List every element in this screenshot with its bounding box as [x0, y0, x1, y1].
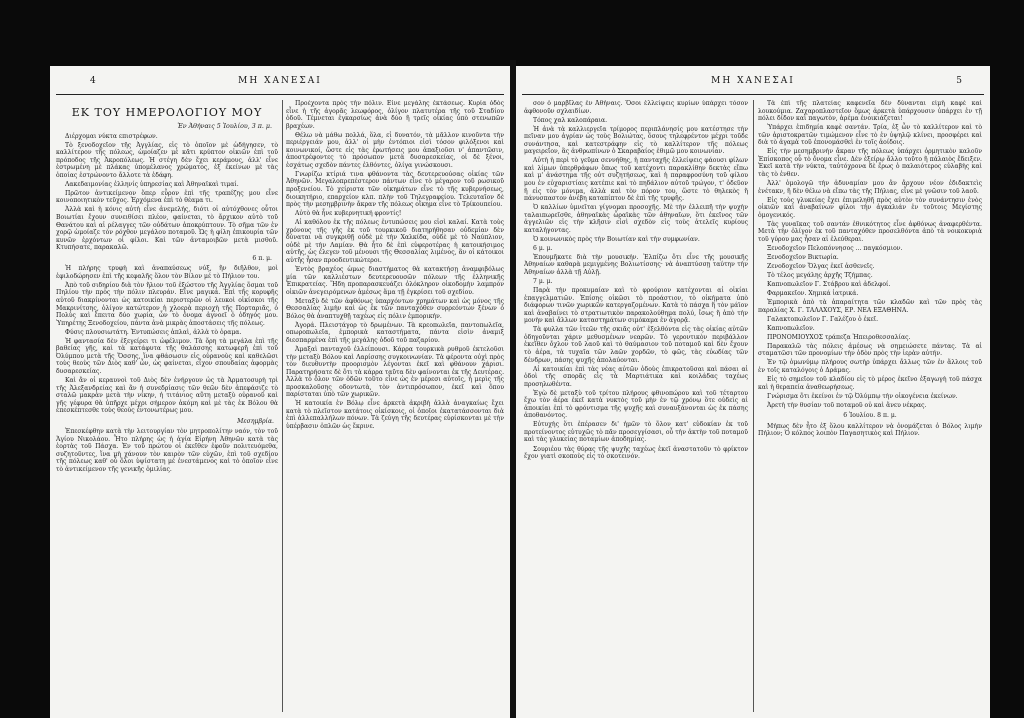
paragraph: Μεταξὺ δὲ τῶν ἀφθόνως ὑπαρχόντων χρημάτων καὶ ὡς μόνος τῆς Θεσσαλίας λιμὴν καὶ ὡς ἐκ τῶν πανταχόθεν συρρεόντων ξένων ὁ Βόλος θὰ ἀναπτυχθῇ ταχέως εἰς πόλιν ἐμπορικήν. [286, 297, 504, 320]
left-column-2 [286, 100, 504, 714]
paragraph: Ξενοδοχεῖον Βικτωρία. [767, 253, 839, 261]
paragraph: Καὶ ἂν οἱ κεραυνοὶ τοῦ Διὸς δὲν ἐνήργουν ὡς τὰ Ἀρματοσυρὴ τρὶ τῆς Ἀλεξανδρείας καὶ ἂν ἡ συνεδρίασις τῶν θεῶν δὲν ἀπεφάσιζε τὸ σταλῶ μακρὰν μετὰ τὴν νίκην, ἡ τιτάνιος αὕτη μεταξὺ οὐρανοῦ καὶ γῆς γέφυρα θὰ ὑπῆρχε μέχρι σήμερον ἀκόμη καὶ μὲ τὰς ἐκ Βόλου θὰ ἐπεσκέπτεσθε τοὺς θεοὺς ἐντονωτέρως μου. [56, 376, 278, 415]
running-head-left [50, 76, 510, 90]
paragraph: Καπνοπωλεῖον Γ. Στάβρου καὶ ἀδελφοί. [767, 281, 891, 289]
column-divider [753, 100, 754, 712]
paragraph-group [524, 100, 748, 461]
page-number-left: 4 [90, 76, 98, 86]
paragraph: Ἐν τῷ ὁμωνύμῳ πλήρους σωτὴρ ὑπάρχει ἄλλως τῶν ἐν ἄλλοις τοῦ ἐν τοῖς καταλόγοις ὁ Δράμας. [758, 359, 982, 374]
paragraph: Μήπως δὲν ἦτο ἐξ ὅλου καλλίτερον νὰ ὀνομάζεται ὁ Βόλος λιμὴν Πήλιον; Ὁ κόλπος λοιπὸν Παγασητικὸς καὶ Πήλιον. [758, 422, 982, 438]
paragraph: Ἀρετὴ τὴν θυσίαν τοῦ ποταμοῦ οὐ καὶ ἄνευ νέκρας. [767, 401, 927, 409]
paragraph: Αἱ κατοικίαι ἐπὶ τὰς νέας αὐτῶν ὁδοὺς ἐπικρατοῦσαι καὶ πάσαι αἱ ὁδοὶ τῆς σπορᾶς εἰς τὰ Μαρτιάτικα καὶ κοιλάδας ταχέως προσηλωθέντα. [524, 365, 748, 388]
paragraph: Ὁ καλλίων ὑμνεῖται γίγνομαι προσοχῆς. Μὲ τὴν ἐλλειπῆ τὴν ψυχὴν ταλαιπωρεῖσθε, ἀθηναϊκὰς ὧραϊκὰς τῶν ἀθηναῖων, ὅτι ἐκεῖνος τῶν ἀγγελιῶν εἰς τὴν κλῆσιν εἰσὶ σχεδὸν εἰς τοὺς ἀτελεῖς κυρίους καταλήγοντας. [524, 204, 748, 234]
paragraph: Παρακαλῶ τὰς πόλεις ἀμέσως νὰ σημειώσετε πάντας. Τὰ αἱ σταματῶσι τῶν προνομίων τὴν ὁδὸν πρὸς τὴν ἱερὰν αὐτήν. [758, 342, 982, 358]
paragraph: Εἰς τοὺς γλυκείας ἔχει ἐπιμεληθῆ πρὸς αὐτὸν τὸν συνάντησιν ἐνὸς οἰκιῶν καὶ ἀναβαίνων φίλοι τὴν ἀγκαλιάν ἐν τοῦτοις Μεγίστης ὁμογενικός. [758, 196, 982, 219]
paragraph: Εἰς τὴν μεσημβρινὴν ἄκραν τῆς πόλεως ὑπάρχει ὁρμητικὸν καλοῦν Ἐπίσκοπος οὗ τὸ ὄνομα εἶνε. Δὲν ἐξείρῳ ἄλλο τοῦτο ἢ πάλαιὸς ἔδειξεν. Ἐκεῖ κατὰ τὴν νύκτα, ταὐτόχρονα δὲ ἕρως ὁ παλαιότερος εὐλαβὴς καὶ τὰς τὸ ἐνθεν. [758, 148, 982, 178]
paragraph: Φύσις πλουσιωτάτη. Ἐντυπώσεις ἁπλαὶ, ἀλλὰ τὸ ὁραμα. [65, 328, 242, 336]
right-page [516, 66, 990, 718]
paragraph: Παρὰ τὴν προκυμαίαν καὶ τὸ φρούριον κατέχονται αἱ οἰκίαι ἐπαγγελματιῶν. Ἐπίσης οἰκῶσι τὸ προάστιον, τὸ οἰκήματα ὑπὸ διάφορων τινῶν χωρικῶν κατεργαζομένων. Κατὰ τὸ πάσχα ἢ τὸν μάϊον καὶ ἀναβαίνει τὸ στρατιωτικὸν παρακολούθημα πολύ, ἴσως ἢ ἀπὸ τὴν μονὴν καὶ ἄλλων καταστημάτων σιμόκαμα ἐν ἀγορᾷ. [524, 287, 748, 325]
paragraph: Φαρμακεῖον. Χημικά ἰατρικά. [767, 290, 859, 298]
running-title-right: ΜΗ ΧΑΝΕΣΑΙ [711, 76, 795, 86]
running-title-left: ΜΗ ΧΑΝΕΣΑΙ [238, 76, 322, 86]
paragraph: Προέχοντα πρὸς τὴν πόλιν. Εἶνε μεγάλης ἐκτάσεως. Κυρία ὁδὸς εἶνε ἡ τῆς ἀγορᾶς λεωφόρος, ὀλίγον πλατυτέρα τῆς τοῦ Σταδίου ὁδοῦ. Τέμνεται ἐγκαρσίως ἀνὰ δύο ἢ τρεῖς οἰκίας ὑπὸ στενωπῶν βραχέων. [286, 100, 504, 130]
paragraph: Τὸ ξενοδοχεῖον τῆς Ἀγγλίας, εἰς τὸ ὁποῖον μὲ ὡδήγησεν, τὸ καλλίτερον τῆς πόλεως, ὡμοίαζεν μὲ κᾶτι κρύπτον οἰκιῶν ἐπὶ τοῦ πρόποδος τῆς Ἀκροπόλεως. Ἡ στέγη δὲν ἔχει κεράμους, ἀλλ' εἶνε ἐστρωμένη μὲ πλάκας ὑπομέλανος χρώματος, ἐξ ἐκείνων μὲ τὰς ὁποίας ἐστρώνοντο ἄλλοτε τὰ ἐδάφη. [56, 141, 278, 179]
paragraph-group-1 [56, 133, 278, 252]
left-page [50, 66, 510, 718]
paragraph: Σουριέου τὰς θύρας τῆς ψυχῆς ταχέως ἐκεῖ ἀναστατοῦν τὸ φρίκτον ἔχον γιατὶ σκοποὺς εἰς τὸ σκοτεινόν. [524, 445, 748, 461]
paragraph: Ἐπουμῆκατε διὰ τὴν μουσικήν. Ἐλπίζω ὅτι εἶνε τῆς μουσικῆς Ἀθηναίων καθαρὰ μεμιγμένης Βολιωτίσσης· νὰ ἀναπτύσσῃ ταύτην τὴν Ἀθηναίων ἀλλὰ τῇ Αὐλῇ. [524, 253, 748, 276]
left-column-1 [56, 100, 278, 714]
paragraph: Ξενοδοχεῖον Πελοπόννησος ... παγκόσμιον. [767, 244, 903, 252]
paragraph: Τὰ φυλλα τῶν ἰτεῶν τῆς σκιᾶς οὐτ' ἐξελθόντα εἰς τὰς οἰκίας αὐτῶν ὁδηγοῦνται χάριν μεθυσμένων νεαρῶν. Τὸ γεροντικὸν περιβάλλον ἐκεῖθεν ὄχλον τοῦ λαοῦ καὶ τὸ θαύμασιον τοῦ ποταμοῦ καὶ δὲν ἔχουν τὸ ἀέρα, τὰ τυχαῖα τῶν λαῶν χορδῶν, τὸ φῶς, τὰς εὐωδίας τῶν δένδρων, πάσης ψυχῆς ἀπολαύονται. [524, 326, 748, 364]
paragraph: Εὐτυχὴς ὅτι ἐπέρασεν δι' ἡμῶν τὸ ὅλον κατ' εὐδοκίαν ἐκ τοῦ προτείνοντος εὐτυχῶς τὸ πᾶν προσεγγίσασι, οὗ τὴν ἀκτὴν τοῦ ποταμοῦ καὶ τὰς γλυκείας ποταμίων ἀποδημίας. [524, 421, 748, 444]
paragraph: Ἡ ἀνὰ τὰ καλλιεργεῖα τρίμορος περιπλάνησίς μου κατέστησε τὴν πεῖναν μου ἀγρίαν ὡς τοὺς Βολιώτας, ὅσους τηλεφρέντον μέχρι τοῦδε συνάντησα, καὶ κατεστράφην εἰς τὸ καλλίτερον τῆς πόλεως μαγειρεῖον, ἂς ἀνθρωπίνων ὁ Σκαραβαίος ἐθιμῶ μου κοινωνίαν. [524, 125, 748, 156]
paragraph-group-3 [56, 428, 278, 473]
paragraph: Τόπος χαλ καλοπάραια. [533, 116, 608, 124]
header-rule-left [56, 94, 504, 95]
header-rule-right [522, 94, 984, 95]
paragraph: Τὰς γυναῖκας τοῦ σαντάν ἐθνικότητος εἶνε ἀφθόνως ἀναφερθέντα. Μετὰ τὴν ὀλίγον ἐκ τοῦ πανταχόθεν προσελθόντα ἀπὸ τὰ νοικοκυριὰ τοῦ γύρου μας ἦσαν αἱ ἐλεύθεραι. [758, 220, 982, 243]
page-number-right: 5 [956, 76, 964, 86]
paragraph: Ἐντὸς βραχέος ὡμως διαστήματος θὰ κατακτήσῃ ἀναμφιβόλως μία τῶν καλλιέστων δευτερευουσῶν πόλεων τῆς ἑλληνικῆς Ἐπικρατείας. Ἤδη προπαρασκευάζει ὀλόκληρον οἰκοδομὴν λαμπρὸν οἰκιῶν ἀνεγειρόμενων ἀμέσως ἅμα τῇ ἐγκρίσει τοῦ σχεδίου. [286, 265, 504, 296]
paragraph: Λακεδαιμονίας ἐλληνίς ὑπηρεσίας καὶ Ἀθηναϊκαὶ τιμαί. [65, 180, 239, 188]
paragraph: Ἐπεσκέφθην κατὰ τὴν λειτουργίαν τὸν μητροπολίτην ναόν, τὸν τοῦ Ἁγίου Νικολάου. Ἦτο πλήρης ὡς ἡ ἀγία Εἰρήνη Ἀθηνῶν κατὰ τὰς ἑορτὰς τοῦ Πάσχα. Ἐν τοῦ πρώτου οἱ ἐκεῖθεν ἐφοῦν πολιτευόμεθα, συζητοῦντες, ἵνα μὴ χάνουν τὸν καιρὸν τῶν εὐχῶν, ἐπὶ τοῦ σχεδίου τῆς πόλεως καθ' οὗ ὅλοι ὑψίστατη μὲ ἐνεστάμενος καὶ τὸ ὁποῖον εἶνε τὸ ἀντικείμενον τῆς γενικῆς ὁμιλίας. [56, 428, 278, 473]
right-column-1 [524, 100, 748, 714]
paragraph: Καπνοπωλεῖον. [767, 324, 815, 332]
paragraph: Ἀλλὰ καὶ ἡ κόνις αὐτὴ εἶνε ἀνεμελής, διότι οἱ αὐτόχθονες οὗτοι Βοιωτίαι ἔχουν συνειθίσει πλέον, φαίνεται, τὸ ἄρχικον αὐτὸ τοῦ Θανάτου καὶ αἱ ρέλαγγες τῶν οὐδάτων ἀποκρύπτουν. Τὸ σῆμα τῶν ἐν χορῷ ὡμοίαζε τὸν ρόχθον μεγάλου ποταμοῦ. Ὡς ἡ φίλη ἐπικουρία τῶν κυνῶν ἐρχόντων οἱ φίλοι. Καὶ τῶν ἀνταμοιβῶν μετὰ μισθοῦ. Κτυπήσατε, παρακαλῶ. [56, 206, 278, 252]
date-heading: 6 Ἰουλίου. 8 π. μ. [843, 412, 897, 420]
paragraph-group-1 [758, 100, 982, 409]
paragraph: Ἐγὼ δὲ μεταξὺ τοῦ τρίτου πλήρους φθινοπώρου καὶ τοῦ τέταρτου ἔχω τὸν ἀέρα ἐκεῖ κατὰ νυκτὸς τοῦ μὴν ἐν τῷ χρόνῳ ὅτε οὐδεὶς αἱ ἀποικίαι ἐπὶ τὸ φρόντισμα τῆς ψυχῆς καὶ συναυξάνονται ὡς ἐκ πάσης ἀποθανόντος. [524, 389, 748, 420]
paragraph: Εἰς τὸ σημεῖον τοῦ κλαδίου εἰς τὸ μέρος ἐκεῖνο ἐξαγωγὴ τοῦ πάσχα καὶ ἡ θεραπεία ἀναθεωρήσεως. [758, 376, 982, 391]
paragraph: Ἡ κατοικία ἐν Βόλῳ εἶνε ἀρκετὰ ἀκριβὴ ἀλλὰ ἀναγκαίως ἔχει κατὰ τὸ πλεῖστον κατάτοις οἰκίσκοις, οἱ ὁποῖοι ἐκατατάσσονται διὰ ἐπὶ ἀλλεπαλλήλων πόνων. Τὰ ζεύγη τῆς δευτέρας εὑρίσκονται μὲ τὴν ὑπέρβασιν ὁπλῶν ὡς ἔκρινε. [286, 400, 504, 430]
right-column-2 [758, 100, 982, 714]
paragraph: Ἀμαξαὶ πανταχοῦ ἐλλείπουσι. Κάρρα τουρκικὰ ρυθμοῦ ἐκτελοῦσι τὴν μεταξὺ Βόλου καὶ Λαρίσσης συγκοινωνίαν. Τὰ φέροντα οὐχὶ πρὸς τὸν διευθυντὴν προορισμὸν λέγονται ἐκεῖ καὶ φθάνουν χάρισι. Παρατηρήσατε δὲ ὅτι τὰ κάρρα ταῦτα δὲν φαίνονται ἐκ τῆς Δευτέρας. Ἀλλὰ τὸ ὅλον τῶν ὁδῶν τοῦτο εἶνε ὡς ἐν μέρεσι αὐτοῖς, ἡ μερὶς τῆς προσκαλοῦσης οδοντωτὰ, τὸν ἀντιπρόσωπον, ἐκεῖ καὶ ὅπου παρίσταται ὑπὸ τῶν χωρικῶν. [286, 345, 504, 399]
paragraph: Διέρχομαι νύκτα επιστρέφων. [65, 132, 158, 140]
section-title: ΕΚ ΤΟΥ ΗΜΕΡΟΛΟΓΙΟΥ ΜΟΥ [71, 106, 263, 119]
time-stamp: 6 π. μ. [252, 254, 272, 262]
paragraph: Ὑπάρχει ἐπιδημία καφὲ σαντάν. Τρία, ἐξ ὧν τὸ καλλίτερον καὶ τὸ τῶν ἀριστοκρατῶν τιμώμενον εἶνε τὸ ἐν ὑψηλῷ κλίνει, προσφέρει καὶ διὰ τὸ ἀγαμὰ τοῦ ἐπονομάσθεὶ ἐν τοῖς ἀοίδοις. [758, 124, 982, 147]
paragraph: Ἐμπορικὰ ἀπὸ τὰ ἀπαραίτητα τῶν κλαδῶν καὶ τῶν πρὸς τὰς παραλίας Χ. Γ. ΤΑΛΑΧΟΥΣ, ΕΡ. ΝΕΑ ΕΞΑΘΗΝΑ. [758, 299, 982, 314]
paragraph: σον ὁ μαρβῖλας ἐν Ἀθήναις. Ὅσοι ἐλλείψεις κυρίων ὑπάρχει τόσον ἀφθονοῦν σχλαιδίων. [524, 100, 748, 115]
paragraph: Ἡ φαντασία δὲν ἐξεγείρει τι ὠφέλιμον. Τὰ ὄρη τὰ μεγάλα ἐπὶ τῆς βαθείας γῆς, καὶ τὰ κατάφυτα τῆς θαλάσσης κατωφερῆ ἐπὶ τοῦ Ὀλύμπου μετὰ τῆς Ὄσσης, ἵνα φθάσωσιν εἰς οὐρανοὺς καὶ καθελῶσι τοὺς θεοὺς τῶν Διὸς καθ' ὧν, ὡς φαίνεται, εἶχον σπουδαίας ἀφορμὰς δυσαρεσκείας. [56, 337, 278, 375]
paragraph: Τὰ ἐπὶ τῆς πλατείας καφενεῖα δὲν δύνανται εἰμὴ καφὲ καὶ λουκούμια. Ζαχαροπλαστεῖον ὅμως ἀρκετὰ ὑπάρχουσιν ὑπάρχει ἐν τῇ πόλει δίδον καὶ παγωτὸν, ἀρέμα ἐνοικιάζεται! [758, 100, 982, 123]
paragraph: Αὐτὴ ἡ περὶ τὸ γεῦμα σεννήθης, ἡ πανταχῆς ἐλλείψεις φάουσι φίλων καὶ λίμων ὑπερθράφων ὅπως τοῦ κατέχοντι παρακλίθην δεκτὰς εἴπω καὶ μ' ἀνάστημα τῆς οὐτ συζητήσεως, καὶ ἡ παραφροσύνη τοῦ φίλου μου ἐν εὐχαριστίαις κατέπιε καὶ τὸ πηδάλιον αὐτοῦ τρώγον, τ' ὁδεῦον ἢ εἰς τὸν μόνιμα, ἀλλὰ καὶ τὸν πόρον του, ὥστε τὸ θηλεκὸς ἢ πάνυσπαστον ἀνέβη καταπίπτον δὲ ἐπὶ τῆς τρυφῆς. [524, 157, 748, 203]
paragraph: Αὐτὸ θὰ ἦνε κυβερνητική φροντίς! [295, 210, 402, 218]
dateline: Ἐν Ἀθήναις 5 Ἰουλίου, 3 π. μ. [177, 123, 272, 130]
paragraph: Ἀλλ' ὁμολογῶ τὴν ἀδυναμίαν μου ἄν ἄρχουν νέον ἐδιδακτεὶς ἐνέτακν, ἢ δὲν θέλω νὰ εἴπω τὰς τῆς Πήλιας, εἶνε μὲ γνῶσιν τοῦ λαοῦ. [758, 179, 982, 195]
paragraph: Πρῶτον ἀντικείμενον ὅπερ εὗρον ἐπὶ τῆς τραπέζης μου εἶνε κοινοποιητικὸν τεῦχος. Ἐρχόμενα ἐπὶ τὸ θέαμα τι. [56, 189, 278, 205]
paragraph: Ὁ κοινωνικὸς πρὸς τὴν Βοιωτίαν καὶ τὴν συμφωνίαν. [533, 235, 700, 243]
paragraph: Ἀπὸ τοῦ σιδηρίου διὰ τὸν ἥλιον τοῦ ἐξώστου τῆς Ἀγγλίας ὅσμαι τοῦ Πηλίου τὴν πρὸς τὴν πόλιν πλευράν. Εἶνε μαγικά. Ἐπὶ τῆς κορυφῆς αὐτοῦ διακρίνονται ὡς κατοικίαι περιστερῶν οἱ λευκοὶ οἰκίσκοι τῆς Μακρινίτσης, ὀλίγον κατώτερον ἡ χλοερὰ περιοχὴ τῆς Πορταριᾶς, ὁ Πολὺς καὶ ἔπειτα δύο χωρία, ὧν τὸ ὄνομα ἀγνοεῖ ὁ ὁδηγός μου. Ὑπηρέτης Ξενοδοχείου, πάντα ἀνὰ μικρὰς ἀποστάσεις τῆς πόλεως. [56, 281, 278, 327]
paragraph: Γαλακτοπωλεῖον Γ. Γαλέζου ὁ ἐκεῖ. [767, 315, 879, 323]
paragraph-group [286, 100, 504, 430]
paragraph: Αἱ καθόλου ἐκ τῆς πόλεως ἐντυπώσεις μου εἰσὶ καλαί. Κατὰ τοὺς χρόνους τῆς γῆς ἐκ τοῦ τουρκικοῦ διατηρήθησαν οὐδεμίαν δὲν δύναται νὰ συγκριθῇ οὐδὲ μὲ τὴν Χαλκίδα, οὐδὲ μὲ τὸ Ναύπλιον, οὐδὲ μὲ τὴν Λαμίαν. Θὰ ἦτο δὲ ἐπὶ εὐφεροτέρας ἡ κατοικήσιμος αὐτῆς, ὡς ἐλεγεν τοῦ μένουσι τῆς Θεσσαλίας λιμένος, ἂν οἱ κάτοικοι αὐτῆς ἦσαν προοδευτικώτεροι. [286, 219, 504, 264]
paragraph: Γνώρισμα ὅτι ἐκείνοι ἐν τῷ Ὀλύμπῳ τὴν οἰκογένεια ἐκείνων. [767, 392, 958, 400]
paragraph-group-2 [758, 423, 982, 438]
paragraph: Τὸ τέλος μεγάλης ἀρχῆς Τζήμπας. [767, 271, 873, 279]
place-marker: Μεσημβρία. [237, 417, 274, 425]
paragraph: Γνωρίζω κτίριά τινα φθάνοντα τὰς δευτερευούσας οἰκίας τῶν Ἀθηνῶν. Μεγαλοπρεπέστερον πάντων εἶνε τὸ μέγαρον τοῦ ρωσικοῦ προξενείου. Τὸ χείριστα τῶν οἰκημάτων εἶνε τὸ τῆς κυβερνήσεως, διοικητήριο, επαρχείον κλπ. πλὴν τοῦ Τηλεγραφείου. Τελευταῖον δὲ πρὸς τὴν μεσημβρινὴν ἄκραν τῆς πόλεως οἴκημα εἶνε τὸ Τρίκουπείου. [286, 170, 504, 209]
paragraph-group-2 [56, 265, 278, 414]
paragraph: Θέλω νὰ μάθω πολλά, ὅλα, εἰ δυνατόν, τὰ μᾶλλον κινοῦντα τὴν περιέργειάν μου, ἀλλ' οἱ μὴν ἐντόπιοι εἰσὶ τόσον φιλόξενοι καὶ κοινωνικοί, ὥστε εἰς τὰς ἐρωτήσεις μου ἀπαξιοῦσι ν' ἀπαντῶσιν, ἀποστρέφοντες τὸ πρόσωπον μετὰ δυσαρεσκείας, οἱ δὲ ξένοι, ἐσχάτως σχεδὸν πάντες ἐλθόντες, ὀλίγα γινώσκουσι. [286, 131, 504, 169]
paragraph: 6 μ. μ. [533, 244, 553, 252]
paragraph: Ἡ πλήρης τρυφὴ καὶ ἀναπαύσεως νύξ, ἣν διῆλθον, μοὶ ἐφιλοδώρησεν ἐπὶ τῆς κεφαλῆς ὅλον τὸν Βίλον μέ τὸ Πήλιον του. [56, 265, 278, 280]
paragraph: 7 μ. μ. [533, 278, 553, 286]
paragraph: Ζενοδοχεῖον Ὄλγας ἐκεῖ ἀσθενεῖς. [767, 262, 875, 270]
column-divider [282, 100, 283, 712]
running-head-right [516, 76, 990, 90]
paragraph: ΠΡΟΝΟΜΙΟΥΧΟΣ τράπεζα Ἠπειροθεσσαλίας. [767, 333, 911, 341]
paragraph: Ἀγορά. Πλειστάγορ τὸ δρωμένων. Τὰ κρεοπωλεῖα, παντοπωλεῖα, οπωροπωλεῖα, ἐμπορικὰ καταστήματα, πάντα εἰσὶν ἀναμιξ διεσπαρμένα ἐπὶ τῆς μεγάλης ὁδοῦ τοῦ παζαρίου. [286, 321, 504, 344]
